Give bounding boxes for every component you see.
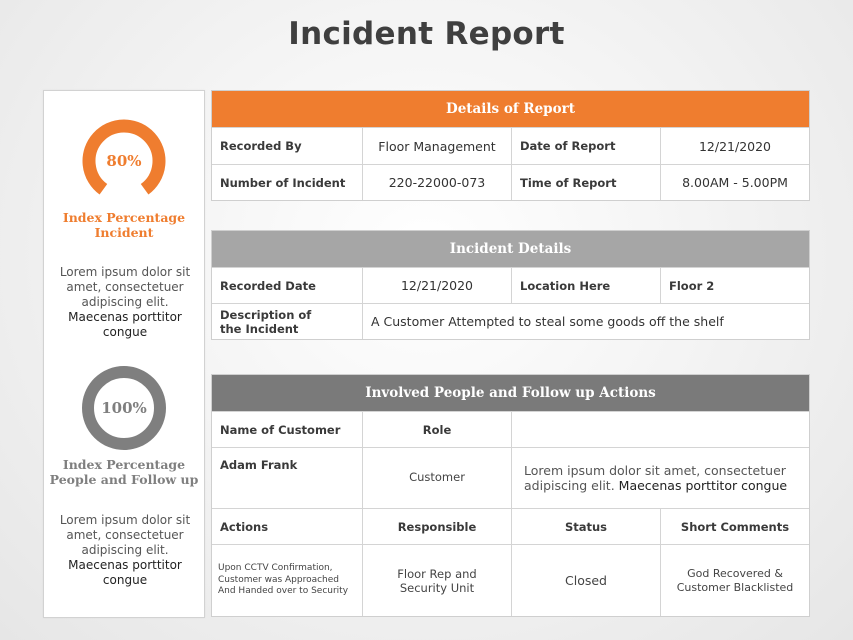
blurb-line: Maecenas porttitor xyxy=(68,558,182,572)
recorded-by-label: Recorded By xyxy=(212,127,362,164)
date-of-report-label: Date of Report xyxy=(511,127,660,164)
sidebar-metrics xyxy=(43,90,205,618)
blurb-line: adipiscing elit. xyxy=(81,543,169,557)
recorded-by-value: Floor Management xyxy=(362,127,511,164)
incident-details-table xyxy=(211,230,810,340)
blurb-line: Lorem ipsum dolor sit xyxy=(59,265,191,279)
comments-value xyxy=(660,544,809,616)
action-line: Customer was Approached xyxy=(218,574,340,585)
description-label-line: Description of xyxy=(220,307,312,322)
customer-note-gray: Lorem ipsum dolor sit amet, consectetuer adipiscing elit. xyxy=(524,463,786,493)
metric-title-line: Index Percentage xyxy=(62,210,186,225)
description-value: A Customer Attempted to steal some goods off the shelf xyxy=(362,303,809,339)
details-of-report-header: Details of Report xyxy=(212,91,809,127)
action-description xyxy=(212,544,362,616)
actions-header: Actions xyxy=(212,508,362,544)
description-label xyxy=(212,303,362,339)
status-header: Status xyxy=(511,508,660,544)
customer-note-dark: Maecenas porttitor congue xyxy=(618,478,788,493)
blurb-line: amet, consectetuer xyxy=(66,528,184,542)
details-of-report-table xyxy=(211,90,810,201)
involved-people-header: Involved People and Follow up Actions xyxy=(212,375,809,411)
responsible-value xyxy=(362,544,511,616)
action-line: Upon CCTV Confirmation, xyxy=(218,563,333,574)
metric-title-line: Index Percentage xyxy=(62,457,186,472)
notes-header xyxy=(511,411,809,447)
blurb-line: Lorem ipsum dolor sit xyxy=(59,513,191,527)
incident-metric-description xyxy=(50,265,200,340)
customer-role: Customer xyxy=(362,447,511,508)
name-of-customer-header: Name of Customer xyxy=(212,411,362,447)
people-percentage-ring xyxy=(78,362,170,454)
recorded-date-value: 12/21/2020 xyxy=(362,267,511,303)
action-line: And Handed over to Security xyxy=(218,586,349,597)
metric-title-line: Incident xyxy=(94,225,154,240)
involved-people-table xyxy=(211,374,810,617)
customer-note xyxy=(511,447,809,508)
responsible-line: Floor Rep and xyxy=(397,566,477,581)
responsible-line: Security Unit xyxy=(399,580,475,595)
blurb-line: adipiscing elit. xyxy=(81,295,169,309)
date-of-report-value: 12/21/2020 xyxy=(660,127,809,164)
short-comments-header: Short Comments xyxy=(660,508,809,544)
time-of-report-value: 8.00AM - 5.00PM xyxy=(660,164,809,200)
status-value: Closed xyxy=(511,544,660,616)
page-title: Incident Report xyxy=(288,16,565,52)
time-of-report-label: Time of Report xyxy=(511,164,660,200)
responsible-header: Responsible xyxy=(362,508,511,544)
people-metric-description xyxy=(50,513,200,588)
number-of-incident-value: 220-22000-073 xyxy=(362,164,511,200)
comment-line: Customer Blacklisted xyxy=(676,580,794,594)
incident-percentage-ring xyxy=(78,115,170,207)
role-header: Role xyxy=(362,411,511,447)
blurb-line: congue xyxy=(102,573,148,587)
blurb-line: Maecenas porttitor xyxy=(68,310,182,324)
people-metric-title xyxy=(44,457,204,487)
comment-line: God Recovered & xyxy=(687,566,783,580)
location-value: Floor 2 xyxy=(660,267,809,303)
incident-details-header: Incident Details xyxy=(212,231,809,267)
customer-name: Adam Frank xyxy=(212,447,362,508)
description-label-line: the Incident xyxy=(220,321,299,336)
blurb-line: congue xyxy=(102,325,148,339)
blurb-line: amet, consectetuer xyxy=(66,280,184,294)
incident-percentage-value: 80% xyxy=(106,152,142,170)
location-label: Location Here xyxy=(511,267,660,303)
people-percentage-value: 100% xyxy=(101,399,147,417)
recorded-date-label: Recorded Date xyxy=(212,267,362,303)
incident-metric-title xyxy=(44,210,204,240)
metric-title-line: People and Follow up xyxy=(49,472,199,487)
number-of-incident-label: Number of Incident xyxy=(212,164,362,200)
